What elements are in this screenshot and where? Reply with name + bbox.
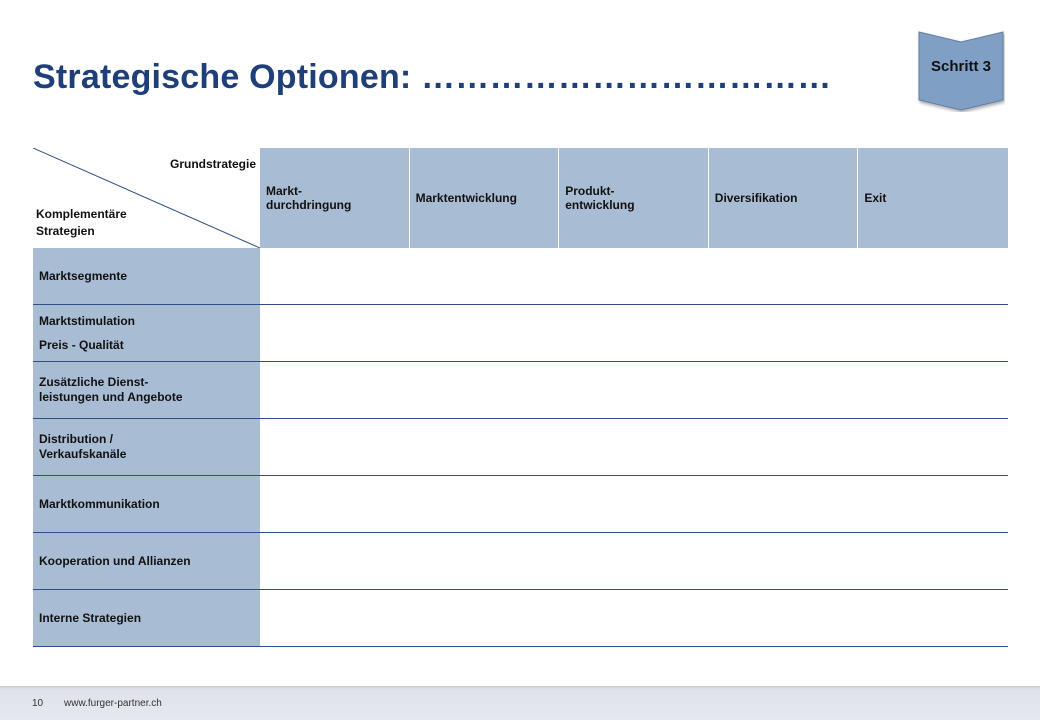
row-cells[interactable]: [260, 476, 1008, 532]
row-cells[interactable]: [260, 248, 1008, 304]
corner-top-label: Grundstrategie: [169, 157, 256, 171]
row-label: Marktstimulation Preis - Qualität: [33, 305, 260, 361]
step-label: Schritt 3: [930, 58, 991, 75]
row-cells[interactable]: [260, 533, 1008, 589]
table-row: [33, 476, 1008, 533]
row-label: Distribution / Verkaufskanäle: [33, 419, 260, 475]
row-label: Marktkommunikation: [33, 476, 260, 532]
column-header: Exit: [864, 191, 887, 205]
step-badge: [917, 30, 1005, 112]
row-label: Zusätzliche Dienst- leistungen und Angebote: [33, 362, 260, 418]
row-label: Interne Strategien: [33, 590, 260, 646]
page-number: 10: [32, 698, 44, 709]
table-row: [33, 362, 1008, 419]
corner-bottom-label: Komplementäre Strategien: [36, 207, 127, 238]
column-header-row: [260, 148, 1008, 248]
row-cells[interactable]: [260, 362, 1008, 418]
table-row: [33, 305, 1008, 362]
column-header: Markt- durchdringung: [260, 148, 410, 248]
row-sublabel: Preis - Qualität: [39, 337, 124, 352]
row-cells[interactable]: [260, 305, 1008, 361]
table-row: [33, 533, 1008, 590]
table-body: [33, 248, 1008, 647]
table-corner: [33, 148, 260, 248]
row-label: Kooperation und Allianzen: [33, 533, 260, 589]
row-label: Marktsegmente: [33, 248, 260, 304]
table-row: [33, 590, 1008, 647]
column-header: Diversifikation: [709, 148, 859, 248]
column-header: Produkt- entwicklung: [559, 148, 709, 248]
row-cells[interactable]: [260, 590, 1008, 646]
footer-url: www.furger-partner.ch: [64, 698, 162, 709]
column-header: Marktentwicklung: [410, 148, 560, 248]
footer-bar: [0, 686, 1040, 720]
slide-title: Strategische Optionen: ………………………………: [33, 58, 832, 96]
table-row: [33, 419, 1008, 476]
row-cells[interactable]: [260, 419, 1008, 475]
strategy-table: [33, 148, 1008, 646]
table-row: [33, 248, 1008, 305]
